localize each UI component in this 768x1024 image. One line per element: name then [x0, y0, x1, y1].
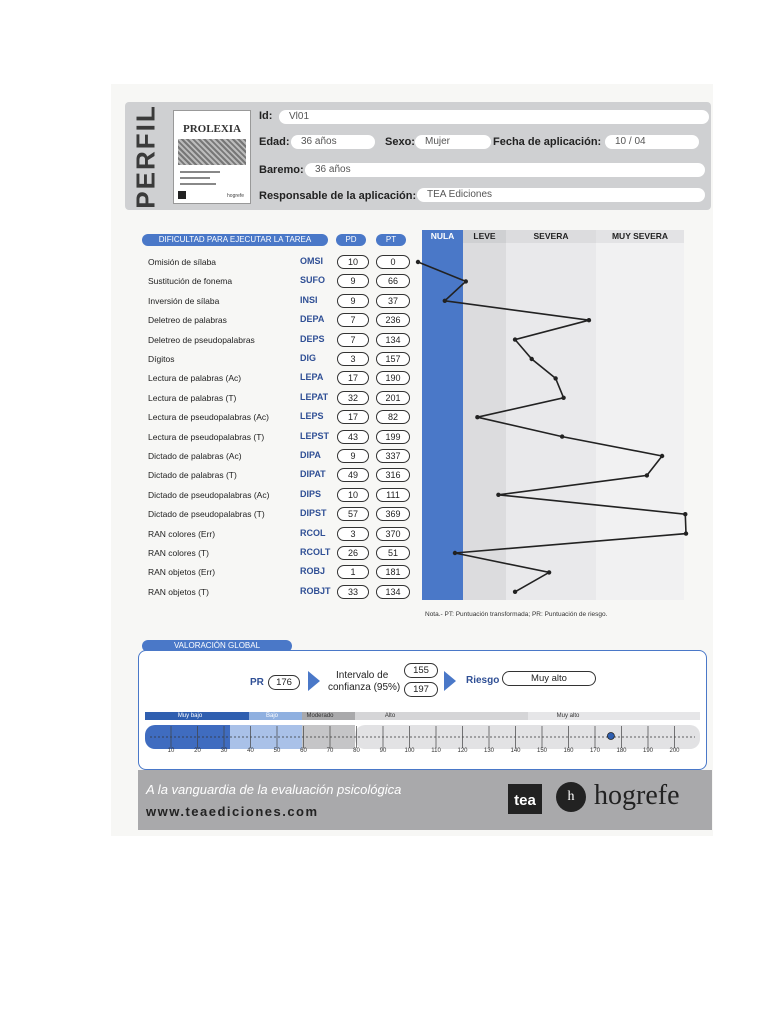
scale-tick-label: 130 — [483, 748, 495, 754]
row-code: DEPA — [300, 314, 325, 325]
fecha-label: Fecha de aplicación: — [493, 136, 602, 148]
row-label: Inversión de sílaba — [148, 295, 220, 306]
row-code: ROBJT — [300, 585, 331, 596]
row-pd-value: 33 — [337, 585, 369, 599]
row-pd-value: 9 — [337, 294, 369, 308]
row-code: LEPST — [300, 430, 330, 441]
pr-label: PR — [250, 677, 264, 688]
row-code: DIG — [300, 353, 317, 363]
cover-title: PROLEXIA — [182, 123, 242, 135]
pr-marker — [607, 733, 614, 740]
row-code: DIPA — [300, 450, 321, 460]
row-pd-value: 17 — [337, 371, 369, 385]
intervalo-label-1: Intervalo de — [336, 670, 389, 681]
scale-tick-label: 200 — [669, 748, 680, 754]
scale-tick-label: 120 — [457, 748, 468, 754]
row-label: RAN objetos (T) — [148, 586, 209, 597]
row-label: Lectura de palabras (T) — [148, 392, 237, 403]
row-pd-value: 43 — [337, 430, 369, 444]
row-pt-value: 199 — [376, 430, 410, 444]
scale-tick-label: 190 — [642, 748, 654, 754]
ci-lower-value: 197 — [404, 682, 438, 697]
row-code: SUFO — [300, 275, 326, 286]
footer-slogan: A la vanguardia de la evaluación psicológica — [146, 782, 402, 797]
row-pt-value: 236 — [376, 313, 410, 327]
responsable-field[interactable]: TEA Ediciones — [417, 188, 705, 202]
row-label: Dictado de pseudopalabras (T) — [148, 509, 265, 520]
row-pd-value: 9 — [337, 274, 369, 288]
row-code: OMSI — [300, 256, 324, 266]
row-pt-value: 111 — [376, 488, 410, 502]
row-pd-value: 7 — [337, 333, 369, 347]
row-pt-value: 134 — [376, 333, 410, 347]
row-code: LEPS — [300, 411, 324, 422]
scale-tick-label: 180 — [616, 748, 627, 754]
scale-tick-label: 100 — [404, 748, 415, 754]
row-label: Dictado de palabras (T) — [148, 470, 237, 481]
scale-tick-label: 170 — [589, 748, 601, 754]
scale-tick-label: 60 — [300, 748, 307, 754]
row-code: DIPST — [300, 508, 327, 519]
footer-url[interactable]: www.teaediciones.com — [146, 804, 319, 819]
fecha-field[interactable]: 10 / 04 — [605, 135, 699, 149]
row-label: Lectura de palabras (Ac) — [148, 373, 242, 384]
hogrefe-logo: hogrefe — [594, 780, 680, 811]
scale-tick-label: 80 — [353, 748, 360, 754]
row-pd-value: 10 — [337, 488, 369, 502]
pr-value: 176 — [268, 675, 300, 690]
scale-tick-label: 50 — [273, 748, 281, 754]
row-code: LEPA — [300, 372, 324, 383]
pd-header: PD — [336, 234, 366, 246]
sexo-label: Sexo: — [385, 136, 415, 148]
tea-logo: tea — [508, 784, 542, 814]
riesgo-label: Riesgo — [466, 675, 500, 686]
row-pt-value: 370 — [376, 527, 410, 541]
row-label: Deletreo de pseudopalabras — [148, 334, 255, 345]
edad-field[interactable]: 36 años — [291, 135, 375, 149]
row-pd-value: 3 — [337, 527, 369, 541]
row-pd-value: 3 — [337, 352, 369, 366]
baremo-field[interactable]: 36 años — [305, 163, 705, 177]
row-pd-value: 7 — [337, 313, 369, 327]
row-code: DEPS — [300, 333, 325, 344]
riesgo-value: Muy alto — [502, 671, 596, 686]
id-label: Id: — [259, 110, 273, 122]
scale-tick-label: 110 — [431, 748, 441, 754]
row-pt-value: 157 — [376, 352, 410, 366]
row-pt-value: 201 — [376, 391, 410, 405]
band-label-leve: LEVE — [473, 231, 496, 241]
scale-label-muy-bajo: Muy bajo — [177, 713, 203, 719]
responsable-label: Responsable de la aplicación: — [259, 190, 417, 202]
perfil-vertical-title: PERFIL — [130, 103, 161, 209]
valoracion-global-header: VALORACIÓN GLOBAL — [142, 640, 292, 652]
row-label: Lectura de pseudopalabras (Ac) — [148, 412, 269, 423]
pt-header: PT — [376, 234, 406, 246]
row-label: RAN colores (Err) — [148, 528, 216, 539]
row-pd-value: 32 — [337, 391, 369, 405]
scale-tick-label: 40 — [247, 748, 254, 754]
scale-tick-label: 10 — [167, 748, 175, 754]
row-pt-value: 190 — [376, 371, 410, 385]
band-label-nula: NULA — [430, 231, 455, 241]
footer-banner — [138, 770, 712, 830]
row-code: INSI — [300, 294, 318, 305]
row-pd-value: 57 — [337, 507, 369, 521]
row-pd-value: 10 — [337, 255, 369, 269]
scale-label-moderado: Moderado — [306, 713, 334, 719]
scale-label-bajo: Bajo — [265, 713, 278, 719]
scale-tick-label: 90 — [379, 748, 387, 754]
row-code: DIPS — [300, 488, 322, 499]
cover-brand: hogrefe — [227, 193, 244, 199]
row-pt-value: 37 — [376, 294, 410, 308]
scale-label-alto: Alto — [384, 713, 396, 719]
scale-tick-label: 160 — [563, 748, 574, 754]
row-label: RAN objetos (Err) — [148, 567, 216, 578]
band-label-severa: SEVERA — [533, 231, 569, 241]
row-label: Lectura de pseudopalabras (T) — [148, 431, 265, 442]
row-pt-value: 181 — [376, 565, 410, 579]
row-pt-value: 369 — [376, 507, 410, 521]
band-label-muy-severa: MUY SEVERA — [611, 231, 669, 241]
id-field[interactable]: Vl01 — [279, 110, 709, 124]
scale-tick-label: 140 — [510, 748, 521, 754]
hogrefe-logo-mark: h — [556, 782, 586, 812]
row-code: ROBJ — [300, 566, 326, 577]
row-label: Sustitución de fonema — [148, 276, 233, 287]
row-pt-value: 51 — [376, 546, 410, 560]
nota-text: Nota.- PT: Puntuación transformada; PR: Puntuación de riesgo. — [425, 611, 608, 618]
sexo-field[interactable]: Mujer — [415, 135, 491, 149]
row-pt-value: 82 — [376, 410, 410, 424]
row-pd-value: 49 — [337, 468, 369, 482]
row-pd-value: 9 — [337, 449, 369, 463]
row-pt-value: 66 — [376, 274, 410, 288]
scale-label-muy-alto: Muy alto — [556, 713, 580, 719]
scale-tick-label: 20 — [194, 748, 201, 754]
row-label: Deletreo de palabras — [148, 315, 227, 326]
row-pt-value: 134 — [376, 585, 410, 599]
scale-tick-label: 30 — [220, 748, 228, 754]
row-pt-value: 0 — [376, 255, 410, 269]
edad-label: Edad: — [259, 136, 290, 148]
intervalo-label-2: confianza (95%) — [328, 682, 401, 693]
row-code: DIPAT — [300, 469, 326, 480]
row-pd-value: 1 — [337, 565, 369, 579]
row-label: Dictado de pseudopalabras (Ac) — [148, 489, 270, 500]
row-pt-value: 337 — [376, 449, 410, 463]
row-label: Dictado de palabras (Ac) — [148, 451, 242, 461]
ci-upper-value: 155 — [404, 663, 438, 678]
row-pd-value: 26 — [337, 546, 369, 560]
row-label: Omisión de sílaba — [148, 257, 217, 267]
baremo-label: Baremo: — [259, 164, 304, 176]
scale-tick-label: 70 — [326, 748, 334, 754]
row-label: Dígitos — [148, 354, 175, 364]
row-code: LEPAT — [300, 391, 329, 402]
scale-tick-label: 150 — [536, 748, 548, 754]
row-code: RCOL — [300, 527, 326, 538]
row-code: RCOLT — [300, 547, 331, 557]
row-pd-value: 17 — [337, 410, 369, 424]
dificultad-header: DIFICULTAD PARA EJECUTAR LA TAREA — [142, 234, 328, 246]
row-pt-value: 316 — [376, 468, 410, 482]
row-label: RAN colores (T) — [148, 548, 209, 558]
